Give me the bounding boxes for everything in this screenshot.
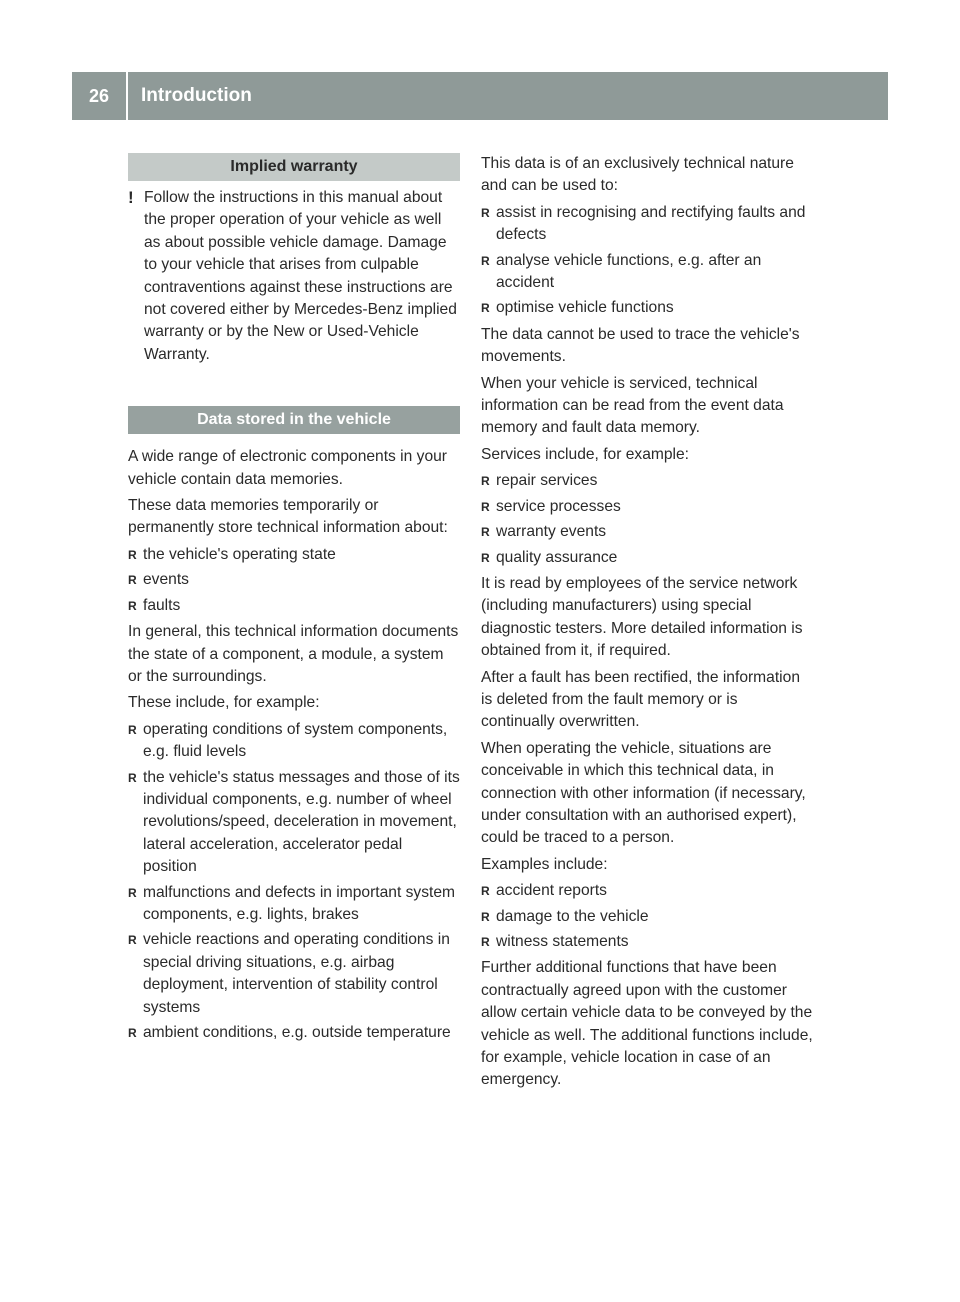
list-item: R optimise vehicle functions <box>481 297 814 319</box>
warning-icon: ! <box>128 188 134 207</box>
bullet-icon: R <box>128 573 137 588</box>
bullet-list <box>481 202 814 320</box>
bullet-icon: R <box>481 253 490 268</box>
right-column <box>481 153 814 1096</box>
bullet-icon: R <box>481 474 490 489</box>
bullet-icon: R <box>481 205 490 220</box>
bullet-icon: R <box>128 547 137 562</box>
bullet-icon: R <box>481 301 490 316</box>
bullet-list <box>128 719 460 1045</box>
paragraph: Examples include: <box>481 855 608 873</box>
list-item: R events <box>128 569 460 591</box>
paragraph: In general, this technical information documents the state of a component, a module, a system or the surroundings. <box>128 623 459 685</box>
page-header <box>72 72 888 120</box>
paragraph: When your vehicle is serviced, technical information can be read from the event data memory and fault data memory. <box>481 374 784 437</box>
bullet-icon: R <box>128 885 137 900</box>
bullet-icon: R <box>481 909 490 924</box>
list-item: R repair services <box>481 470 814 492</box>
bullet-list <box>481 470 814 569</box>
paragraph: Further additional functions that have been contractually agreed upon with the customer allow certain vehicle data to be conveyed by the vehicle as well. The additional functions include, for example, vehicle location in case of an emergency. <box>481 959 813 1089</box>
warning-note-text: Follow the instructions in this manual about the proper operation of your vehicle as well as about possible vehicle damage. Damage to your vehicle that arises from culpable contraventions against these instructions are not covered either by Mercedes-Benz implied warranty or by the New or Used-Vehicle Warranty. <box>144 189 457 363</box>
bullet-icon: R <box>128 1026 137 1040</box>
bullet-icon: R <box>128 933 137 948</box>
paragraph: A wide range of electronic components in your vehicle contain data memories. <box>128 448 447 488</box>
list-item: R the vehicle's status messages and those of its individual components, e.g. number of wheel revolutions/speed, deceleration in movement, lateral acceleration, accelerator pedal position <box>128 768 460 876</box>
page-number: 26 <box>88 85 110 106</box>
list-item: R quality assurance <box>481 547 814 569</box>
list-item: R faults <box>128 595 460 617</box>
bullet-icon: R <box>128 722 137 737</box>
list-item: R vehicle reactions and operating conditions in special driving situations, e.g. airbag deployment, intervention of stability control systems <box>128 931 450 1016</box>
paragraph: It is read by employees of the service network (including manufacturers) using special diagnostic testers. More detailed information is obtained from it, if required. <box>481 574 803 660</box>
paragraph: After a fault has been rectified, the information is deleted from the fault memory or is continually overwritten. <box>481 668 800 731</box>
bullet-icon: R <box>481 550 490 565</box>
paragraph: This data is of an exclusively technical nature and can be used to: <box>481 155 794 195</box>
left-column <box>128 153 460 1048</box>
bullet-icon: R <box>128 770 137 785</box>
list-item: R witness statements <box>481 931 814 953</box>
list-item: R warranty events <box>481 521 814 543</box>
list-item: R accident reports <box>481 880 814 902</box>
paragraph: The data cannot be used to trace the vehicle's movements. <box>481 325 800 366</box>
paragraph: When operating the vehicle, situations are conceivable in which this technical data, in connection with other information (if necessary, under consultation with an authorised expert), could be traced to a person. <box>481 739 806 847</box>
section-title: Introduction <box>141 85 252 106</box>
list-item: R analyse vehicle functions, e.g. after an accident <box>481 251 762 292</box>
list-item: R damage to the vehicle <box>481 906 814 928</box>
list-item: R service processes <box>481 496 814 518</box>
list-item: R ambient conditions, e.g. outside temperature <box>128 1022 460 1044</box>
list-item: R malfunctions and defects in important system components, e.g. lights, brakes <box>128 883 456 923</box>
bullet-icon: R <box>481 935 490 949</box>
bullet-icon: R <box>481 884 490 899</box>
warning-note <box>128 187 460 366</box>
paragraph: These data memories temporarily or permanently store technical information about: <box>128 497 448 537</box>
implied-warranty-heading: Implied warranty <box>128 153 460 181</box>
list-item: R assist in recognising and rectifying faults and defects <box>481 203 806 244</box>
bullet-list <box>128 544 460 617</box>
data-stored-heading: Data stored in the vehicle <box>128 406 460 434</box>
bullet-icon: R <box>128 598 137 613</box>
bullet-icon: R <box>481 525 490 540</box>
paragraph: Services include, for example: <box>481 445 690 463</box>
list-item: R operating conditions of system components, e.g. fluid levels <box>128 720 448 761</box>
list-item: R the vehicle's operating state <box>128 544 460 566</box>
paragraph: These include, for example: <box>128 694 320 712</box>
bullet-icon: R <box>481 499 490 514</box>
bullet-list <box>481 880 814 953</box>
